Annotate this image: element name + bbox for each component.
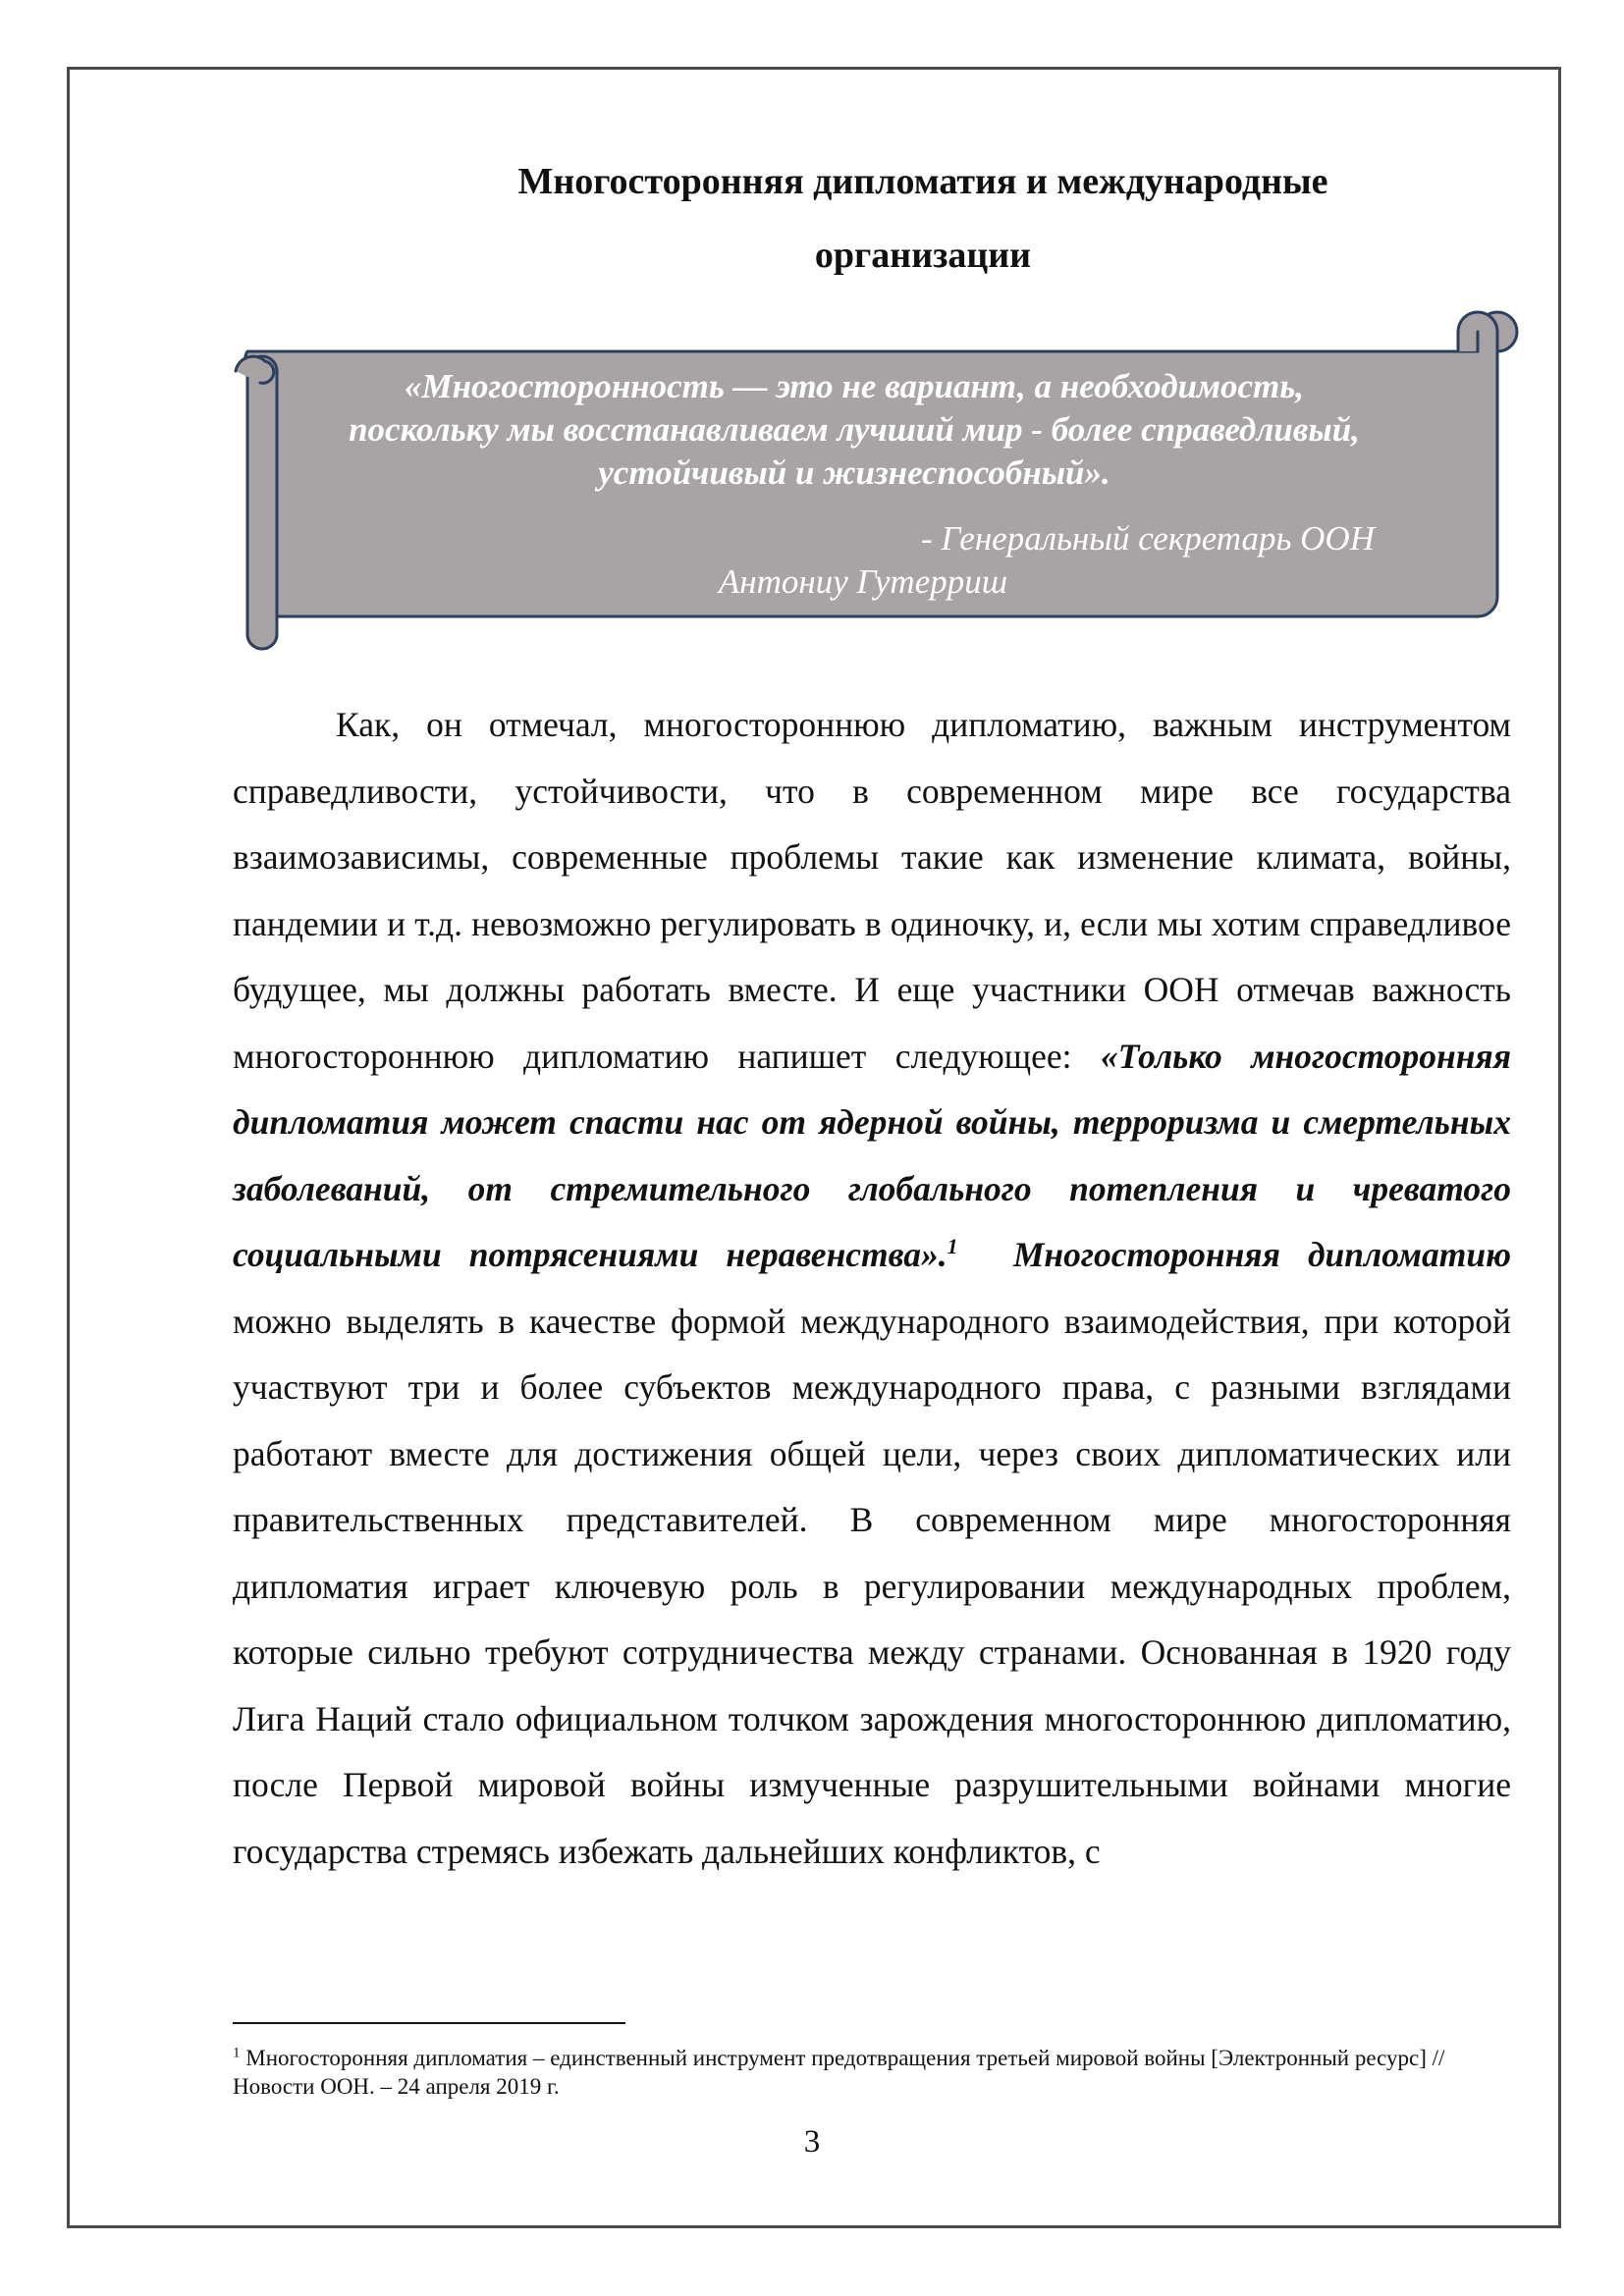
- epigraph-line-3: устойчивый и жизнеспособный».: [598, 454, 1110, 492]
- un-quote: «Только многосторонняя дипломатия может спасти нас от ядерной войны, терроризма и смертельных заболеваний, от стремительного глобального потепления и чреватого социальными потрясениями неравенства».: [233, 1036, 1511, 1274]
- footnote: [233, 2044, 1511, 2101]
- body-paragraph: [233, 692, 1511, 1885]
- epigraph-attribution-name: Антониу Гутерриш: [718, 562, 1008, 601]
- defined-term: Многосторонняя дипломатию: [1012, 1235, 1511, 1274]
- footnote-number: 1: [233, 2045, 241, 2061]
- title-line-2: организации: [814, 235, 1032, 276]
- epigraph-attribution-role: - Генеральный секретарь ООН: [921, 519, 1375, 558]
- body-text-2: можно выделять в качестве формой международного взаимодействия, при которой участвуют три и более субъектов международного права, с разными взглядами работают вместе для достижения общей цели, через своих дипломатических или правительственных представителей. В современном мире многосторонняя дипломатия играет ключевую роль в регулировании международных проблем, которые сильно требуют сотрудничества между странами. Основанная в 1920 году Лига Наций стало официальном толчком зарождения многостороннюю дипломатию, после Первой мировой войны измученные разрушительными войнами многие государства стремясь избежать дальнейших конфликтов, с: [233, 1301, 1511, 1871]
- epigraph-quote: [265, 365, 1443, 495]
- page-number: 3: [803, 2124, 821, 2160]
- epigraph-line-2: поскольку мы восстанавливаем лучший мир - более справедливый,: [349, 410, 1360, 449]
- title-line-1: Многосторонняя дипломатия и международные: [517, 161, 1328, 202]
- epigraph-line-1: «Многосторонность — это не вариант, а необходимость,: [404, 367, 1305, 405]
- footnote-separator: [233, 2022, 625, 2024]
- body-text-1: Как, он отмечал, многостороннюю дипломатию, важным инструментом справедливости, устойчивости, что в современном мире все государства взаимозависимы, современные проблемы такие как изменение климата, войны, пандемии и т.д. невозможно регулировать в одиночку, и, если мы хотим справедливое будущее, мы должны работать вместе. И еще участники ООН отмечав важность многостороннюю дипломатию напишет следующее:: [233, 705, 1511, 1076]
- footnote-text: Многосторонняя дипломатия – единственный инструмент предотвращения третьей мировой войны [Электронный ресурс] // Новости ООН. – 24 апреля 2019 г.: [233, 2046, 1445, 2099]
- footnote-reference[interactable]: 1: [947, 1234, 958, 1259]
